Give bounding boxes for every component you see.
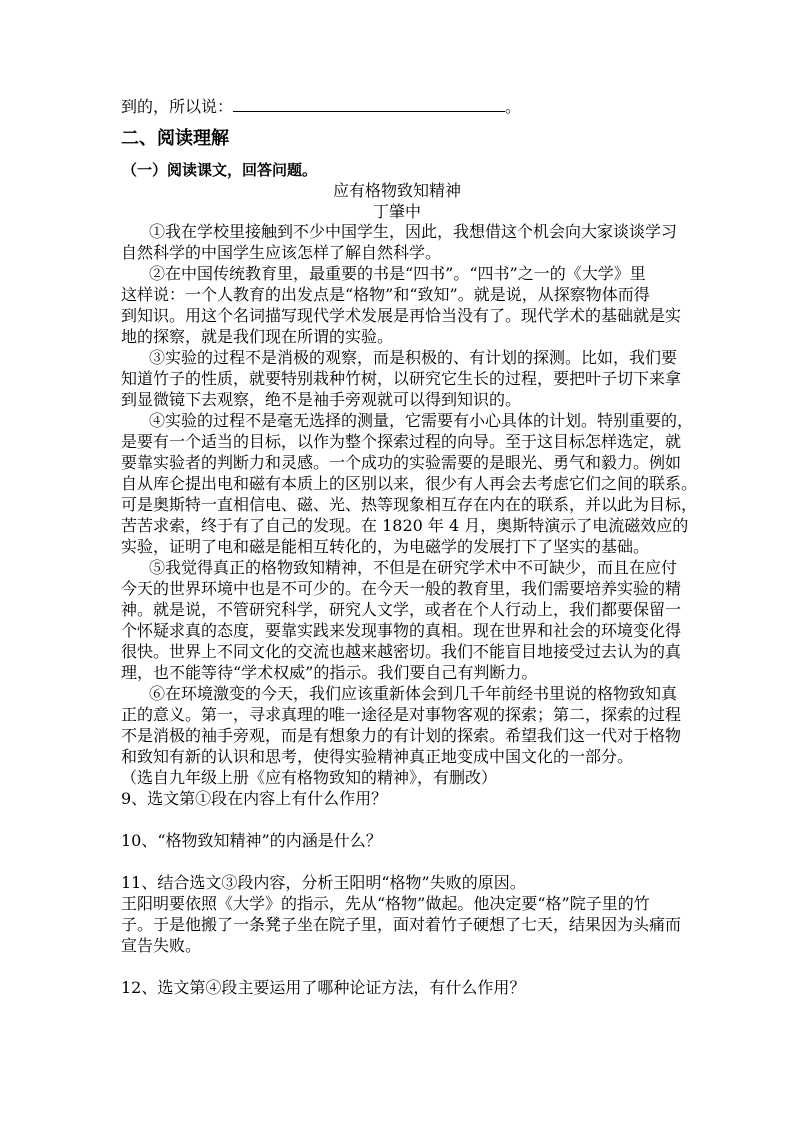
section-title: 二、阅读理解 (121, 128, 229, 149)
article-line: 苦苦求索，终于有了自己的发现。在 1820 年 4 月，奥斯特演示了电流磁效应的 (121, 516, 689, 535)
article-line: 地的探察，就是我们现在所谓的实验。 (121, 327, 394, 346)
article-line: 要靠实验者的判断力和灵感。一个成功的实验需要的是眼光、勇气和毅力。例如 (121, 453, 682, 472)
article-line: 可是奥斯特一直相信电、磁、光、热等现象相互存在内在的联系，并以此为目标， (121, 495, 698, 514)
question-10: 10、“格物致知精神”的内涵是什么？ (121, 831, 382, 850)
article-author: 丁肇中 (372, 202, 421, 221)
article-line: 个怀疑求真的态度，要靠实践来发现事物的真相。现在世界和社会的环境变化得 (121, 621, 682, 640)
article-line: 理，也不能等待“学术权威”的指示。我们要自己有判断力。 (121, 663, 538, 682)
article-line: ②在中国传统教育里，最重要的书是“四书”。“四书”之一的《大学》里 (149, 264, 646, 283)
article-line: 神。就是说，不管研究科学，研究人文学，或者在个人行动上，我们都要保留一 (121, 600, 682, 619)
fill-prefix: 到的，所以说： (121, 97, 234, 116)
question-11-material: 宣告失败。 (121, 936, 202, 955)
answer-blank[interactable] (233, 97, 505, 112)
article-line: 实验，证明了电和磁是能相互转化的，为电磁学的发展打下了坚实的基础。 (121, 537, 650, 556)
subsection-title: （一）阅读课文，回答问题。 (122, 161, 318, 179)
article-line: 到显微镜下去观察，绝不是袖手旁观就可以得到知识的。 (121, 390, 522, 409)
article-line: ③实验的过程不是消极的观察，而是积极的、有计划的探测。比如，我们要 (149, 348, 678, 367)
fill-suffix: 。 (505, 97, 522, 116)
article-line: 正的意义。第一，寻求真理的唯一途径是对事物客观的探索；第二，探索的过程 (121, 705, 682, 724)
fill-blank-line (121, 97, 521, 117)
article-line: 是要有一个适当的目标，以作为整个探索过程的向导。至于这目标怎样选定，就 (121, 432, 682, 451)
question-11-material: 王阳明要依照《大学》的指示，先从“格物”做起。他决定要“格”院子里的竹 (121, 894, 650, 913)
article-line: 今天的世界环境中也是不可少的。在今天一般的教育里，我们需要培养实验的精 (121, 579, 682, 598)
article-line: 知道竹子的性质，就要特别栽种竹树，以研究它生长的过程，要把叶子切下来拿 (121, 369, 682, 388)
article-line: ①我在学校里接触到不少中国学生，因此，我想借这个机会向大家谈谈学习 (149, 222, 678, 241)
article-line: 自然科学的中国学生应该怎样了解自然科学。 (121, 243, 442, 262)
article-line: 这样说：一个人教育的出发点是“格物”和“致知”。就是说，从探察物体而得 (121, 285, 650, 304)
article-source: （选自九年级上册《应有格物致知的精神》，有删改） (121, 768, 498, 787)
article-line: ⑤我觉得真正的格物致知精神，不但是在研究学术中不可缺少，而且在应付 (149, 558, 678, 577)
article-line: 很快。世界上不同文化的交流也越来越密切。我们不能盲目地接受过去认为的真 (121, 642, 682, 661)
article-line: ⑥在环境激变的今天，我们应该重新体会到几千年前经书里说的格物致知真 (149, 684, 678, 703)
article-line: 自从库仑提出电和磁有本质上的区别以来，很少有人再会去考虑它们之间的联系。 (121, 474, 698, 493)
article-title: 应有格物致知精神 (332, 181, 461, 200)
article-line: 和致知有新的认识和思考，使得实验精神真正地变成中国文化的一部分。 (121, 747, 634, 766)
article-line: 到知识。用这个名词描写现代学术发展是再恰当没有了。现代学术的基础就是实 (121, 306, 682, 325)
article-line: 不是消极的袖手旁观，而是有想象力的有计划的探索。希望我们这一代对于格物 (121, 726, 682, 745)
question-12: 12、选文第④段主要运用了哪种论证方法，有什么作用？ (121, 978, 526, 997)
question-9: 9、选文第①段在内容上有什么作用？ (121, 789, 388, 808)
question-11: 11、结合选文③段内容，分析王阳明“格物”失败的原因。 (121, 873, 526, 892)
article-line: ④实验的过程不是毫无选择的测量，它需要有小心具体的计划。特别重要的， (149, 411, 694, 430)
question-11-material: 子。于是他搬了一条凳子坐在院子里，面对着竹子硬想了七天，结果因为头痛而 (121, 915, 682, 934)
